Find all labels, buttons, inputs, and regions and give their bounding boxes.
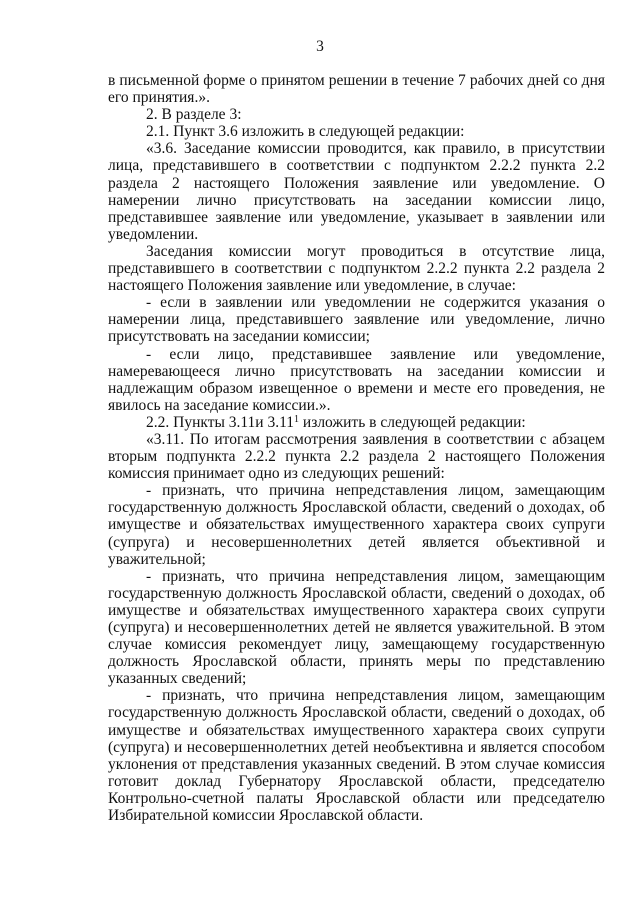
list-item: - признать, что причина непредставления лицом, замещающим государственную должность Ярославской области, сведений о доходах, об имуществе и обязательствах имущественного характера своих супруги (супруга) и несовершеннолетних детей необъективна и является способом уклонения от представления указанных сведений. В этом случае комиссия готовит доклад Губернатору Ярославской области, председателю Контрольно-счетной палаты Ярославской области или председателю Избирательной комиссии Ярославской области. bbox=[108, 687, 605, 825]
paragraph: в письменной форме о принятом решении в течение 7 рабочих дней со дня его принятия.». bbox=[108, 72, 605, 107]
page-number: 3 bbox=[316, 38, 324, 55]
paragraph: 2.1. Пункт 3.6 изложить в следующей редакции: bbox=[146, 123, 465, 141]
paragraph bbox=[108, 414, 605, 431]
list-item: - признать, что причина непредставления лицом, замещающим государственную должность Ярославской области, сведений о доходах, об имуществе и обязательствах имущественного характера своих супруги (супруга) и несовершеннолетних детей не является уважительной. В этом случае комиссия рекомендует лицу, замещающему государственную должность Ярославской области, принять меры по представлению указанных сведений; bbox=[108, 567, 605, 688]
paragraph: «3.6. Заседание комиссии проводится, как правило, в присутствии лица, представившего в соответствии с подпунктом 2.2.2 пункта 2.2 раздела 2 настоящего Положения заявление или уведомление. О намерении лично присутствовать на заседании комиссии лицо, представившее заявление или уведомление, указывает в заявлении или уведомлении. bbox=[108, 140, 605, 243]
paragraph: Заседания комиссии могут проводиться в отсутствие лица, представившего в соответствии с подпунктом 2.2.2 пункта 2.2 раздела 2 настоящего Положения заявление или уведомление, в случае: bbox=[108, 242, 605, 295]
list-item: - если в заявлении или уведомлении не содержится указания о намерении лица, представившего заявление или уведомление, лично присутствовать на заседании комиссии; bbox=[108, 294, 605, 346]
document-body bbox=[108, 72, 605, 824]
paragraph: «3.11. По итогам рассмотрения заявления в соответствии с абзацем вторым подпункта 2.2.2 пункта 2.2 раздела 2 настоящего Положения комиссия принимает одно из следующих решений: bbox=[108, 430, 605, 483]
paragraph: 2. В разделе 3: bbox=[146, 106, 242, 124]
superscript-index: 1 bbox=[294, 413, 300, 425]
list-item: - если лицо, представившее заявление или уведомление, намеревающееся лично присутствовать на заседании комиссии и надлежащим образом извещенное о времени и месте его проведения, не явилось на заседание комиссии.». bbox=[108, 345, 605, 414]
paragraph-text: 2.2. Пункты 3.11и 3.11 bbox=[146, 413, 295, 431]
paragraph-text: изложить в следующей редакции: bbox=[299, 413, 526, 431]
list-item: - признать, что причина непредставления лицом, замещающим государственную должность Ярославской области, сведений о доходах, об имуществе и обязательствах имущественного характера своих супруги (супруга) и несовершеннолетних детей является объективной и уважительной; bbox=[108, 482, 605, 568]
